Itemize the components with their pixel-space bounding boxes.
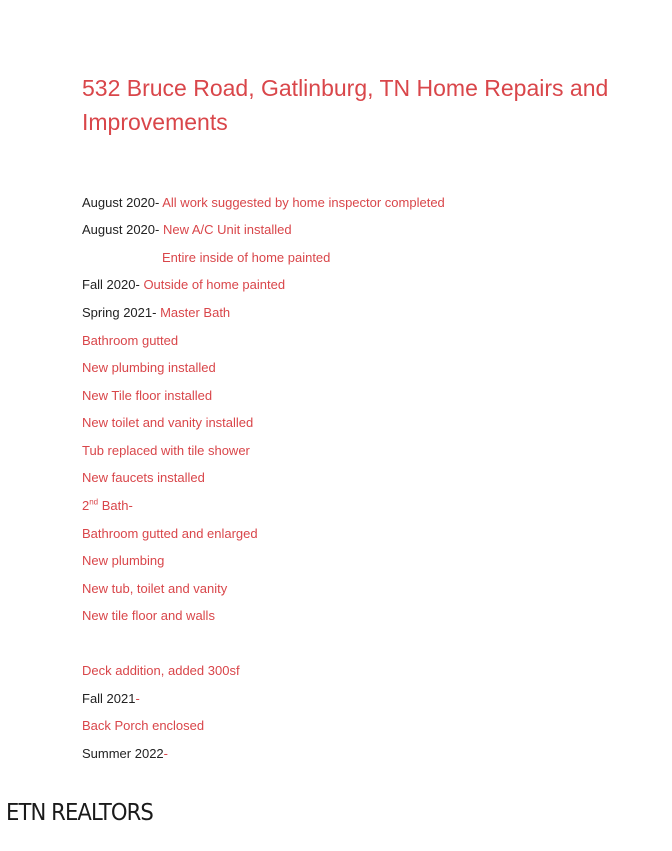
entry-separator: -	[163, 746, 168, 761]
entry-line: New tile floor and walls	[82, 608, 215, 623]
entry-line: Bathroom gutted and enlarged	[82, 526, 258, 541]
entry-line: New Tile floor installed	[82, 388, 213, 403]
entry-text: All work suggested by home inspector completed	[162, 195, 445, 210]
entry-separator: -	[152, 305, 161, 320]
entry-separator: -	[135, 691, 140, 706]
ordinal-number: 2	[82, 498, 90, 513]
entry-line	[82, 305, 230, 321]
entry-line: New toilet and vanity installed	[82, 415, 254, 430]
entry-line	[82, 222, 292, 238]
entry-separator: -	[155, 195, 163, 210]
entry-date: Summer 2022	[82, 746, 164, 761]
entry-line: Tub replaced with tile shower	[82, 443, 250, 458]
page-title: 532 Bruce Road, Gatlinburg, TN Home Repairs and Improvements	[82, 75, 609, 135]
entry-line: New faucets installed	[82, 470, 205, 485]
entry-line: New tub, toilet and vanity	[82, 581, 228, 596]
entry-line	[82, 277, 285, 293]
ordinal-rest: Bath-	[98, 498, 133, 513]
entry-text: Master Bath	[160, 305, 231, 320]
entry-text: New A/C Unit installed	[162, 222, 292, 237]
entry-date: August 2020	[82, 195, 156, 210]
entry-date: August 2020	[82, 222, 156, 237]
entry-date: Spring 2021	[82, 305, 153, 320]
entry-date: Fall 2020	[82, 277, 136, 292]
entry-separator: -	[155, 222, 163, 237]
entry-line: New plumbing installed	[82, 360, 216, 375]
entry-line	[82, 498, 133, 514]
entry-line: Entire inside of home painted	[162, 250, 331, 265]
entry-line: Bathroom gutted	[82, 333, 179, 348]
entry-line	[82, 195, 445, 211]
ordinal-suffix: nd	[89, 497, 99, 507]
entry-line: Back Porch enclosed	[82, 718, 205, 733]
entry-line: New plumbing	[82, 553, 165, 568]
footer-logo: ETN REALTORS	[6, 800, 153, 826]
entry-line	[82, 746, 168, 762]
entry-line: Deck addition, added 300sf	[82, 663, 240, 678]
entry-line	[82, 691, 140, 707]
entry-text: Outside of home painted	[143, 277, 286, 292]
entry-date: Fall 2021	[82, 691, 136, 706]
entry-separator: -	[135, 277, 144, 292]
